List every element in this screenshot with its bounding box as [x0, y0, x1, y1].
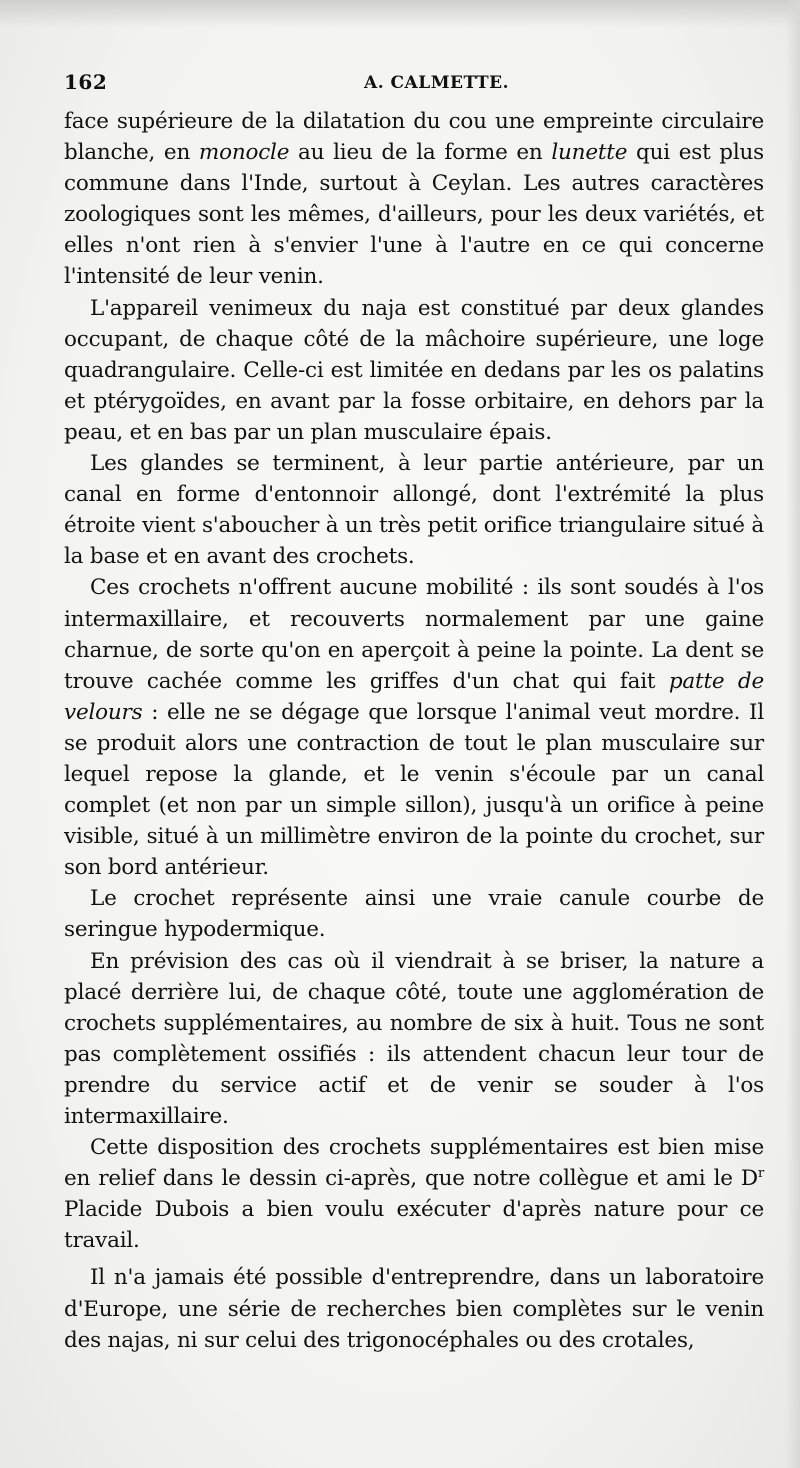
scan-right-edge: [786, 0, 800, 1468]
running-head: A. CALMETTE.: [364, 73, 510, 93]
text-segment: Les glandes se terminent, à leur partie antérieure, par un canal en forme d'entonnoir allongé, dont l'extrémité la plus étroite vient s'aboucher à un très petit orifice triangulaire situé à la base et en avant des crochets.: [64, 451, 764, 570]
italic-text: monocle: [198, 140, 290, 166]
italic-text: patte de velours: [64, 668, 764, 725]
paragraph: [64, 448, 764, 572]
paragraph: [64, 883, 764, 945]
page-number: 162: [64, 70, 108, 94]
text-segment: En prévision des cas où il viendrait à se briser, la nature a placé derrière lui, de chaque côté, toute une agglomération de crochets supplémentaires, au nombre de six à huit. Tous ne sont pas complètement ossifiés : ils attendent chacun leur tour de prendre du service actif et de venir se souder à l'os intermaxillaire.: [64, 948, 764, 1129]
text-segment: Placide Dubois a bien voulu exécuter d'après nature pour ce travail.: [64, 1197, 764, 1254]
paragraph: [64, 1132, 764, 1256]
paragraph: [64, 1262, 764, 1355]
text-segment: face supérieure de la dilatation du cou une empreinte circulaire blanche, en: [64, 109, 764, 166]
text-segment: Le crochet représente ainsi une vraie canule courbe de seringue hypodermique.: [64, 886, 764, 943]
scan-top-shadow: [0, 0, 800, 28]
page-header: [64, 70, 764, 100]
text-segment: au lieu de la forme en: [289, 140, 552, 166]
text-segment: Ces crochets n'offrent aucune mobilité : ils sont soudés à l'os intermaxillaire, et recouverts normalement par une gaine charnue, de sorte qu'on en aperçoit à peine la pointe. La dent se trouve cachée comme les griffes d'un chat qui fait: [64, 575, 764, 694]
text-segment: : elle ne se dégage que lorsque l'animal veut mordre. Il se produit alors une contraction de tout le plan musculaire sur lequel repose la glande, et le venin s'écoule par un canal complet (et non par un simple sillon), jusqu'à un orifice à peine visible, situé à un millimètre environ de la pointe du crochet, sur son bord antérieur.: [64, 699, 764, 881]
superscript-text: r: [757, 1166, 764, 1182]
text-segment: Cette disposition des crochets supplémentaires est bien mise en relief dans le dessin ci-après, que notre collègue et ami le D: [64, 1135, 764, 1192]
text-segment: qui est plus commune dans l'Inde, surtout à Ceylan. Les autres caractères zoologiques sont les mêmes, d'ailleurs, pour les deux variétés, et elles n'ont rien à s'envier l'une à l'autre en ce qui concerne l'intensité de leur venin.: [64, 140, 765, 290]
text-segment: L'appareil venimeux du naja est constitué par deux glandes occupant, de chaque côté de la mâchoire supérieure, une loge quadrangulaire. Celle-ci est limitée en dedans par les os palatins et ptérygoïdes, en avant par la fosse orbitaire, en dehors par la peau, et en bas par un plan musculaire épais.: [64, 295, 764, 445]
paragraph: [64, 106, 764, 293]
paragraph: [64, 572, 764, 883]
paragraph: [64, 946, 764, 1133]
body-text: [64, 106, 764, 1356]
text-segment: Il n'a jamais été possible d'entreprendre, dans un laboratoire d'Europe, une série de recherches bien complètes sur le venin des najas, ni sur celui des trigonocéphales ou des crotales,: [64, 1265, 764, 1353]
italic-text: lunette: [551, 140, 628, 166]
paragraph: [64, 293, 764, 448]
